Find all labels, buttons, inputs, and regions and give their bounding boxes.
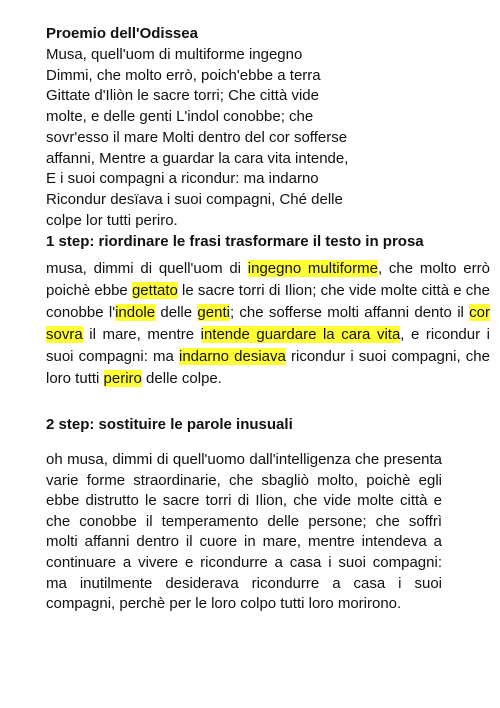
poem-line: Gittate d'Iliòn le sacre torri; Che città vide bbox=[46, 87, 319, 105]
highlighted-phrase: periro bbox=[103, 370, 142, 387]
poem-line: affanni, Mentre a guardar la cara vita intende, bbox=[46, 149, 349, 167]
poem-line: colpe lor tutti periro. bbox=[46, 211, 178, 229]
highlighted-phrase: gettato bbox=[131, 282, 178, 299]
poem-text bbox=[46, 45, 348, 231]
highlighted-phrase: indole bbox=[115, 304, 156, 321]
highlighted-phrase: cor sovra bbox=[46, 304, 491, 343]
poem-line: molte, e delle genti L'indol conobbe; che bbox=[46, 108, 314, 126]
poem-line: Ricondur desïava i suoi compagni, Ché delle bbox=[46, 190, 343, 208]
step1-heading: 1 step: riordinare le frasi trasformare il testo in prosa bbox=[46, 233, 424, 250]
prose-text: musa, dimmi di quell'uom di bbox=[46, 260, 248, 277]
document-title: Proemio dell'Odissea bbox=[46, 25, 198, 42]
prose-text: il mare, mentre bbox=[82, 326, 201, 343]
poem-line: E i suoi compagni a ricondur: ma indarno bbox=[46, 170, 319, 188]
step1-prose bbox=[46, 258, 490, 390]
prose-text: delle bbox=[155, 304, 198, 321]
prose-text: , che molto errò poichè ebbe bbox=[46, 260, 490, 299]
highlighted-phrase: ingegno multiforme bbox=[247, 260, 378, 277]
highlighted-phrase: genti bbox=[197, 304, 230, 321]
poem-line: sovr'esso il mare Molti dentro del cor sofferse bbox=[46, 128, 348, 146]
poem-line: Dimmi, che molto errò, poich'ebbe a terra bbox=[46, 66, 321, 84]
prose-text: , e ricondur i suoi compagni: ma bbox=[46, 326, 490, 365]
step2-heading: 2 step: sostituire le parole inusuali bbox=[46, 416, 293, 433]
step2-paragraph: oh musa, dimmi di quell'uomo dall'intelligenza che presenta varie forme straordinarie, che sbagliò molto, poichè egli ebbe distrutto le sacre torri di Ilion, che vide molte città e che conobbe il temperamento delle persone; che soffrì molti affanni dentro il cuore in mare, mentre intendeva a continuare a vivere e ricondurre a casa i suoi compagni: ma inutilmente desiderava ricondurre a casa i suoi compagni, perchè per le loro colpo tutti loro morirono. bbox=[46, 451, 442, 613]
highlighted-phrase: indarno desiava bbox=[178, 348, 286, 365]
prose-text: ; che sofferse molti affanni dento il bbox=[229, 304, 470, 321]
poem-line: Musa, quell'uom di multiforme ingegno bbox=[46, 46, 303, 63]
prose-text: ricondur i suoi compagni, che loro tutti bbox=[46, 348, 490, 387]
highlighted-phrase: intende guardare la cara vita bbox=[200, 326, 401, 343]
prose-text: delle colpe. bbox=[141, 370, 222, 387]
prose-text: le sacre torri di Ilion; che vide molte città e che conobbe l' bbox=[46, 282, 490, 321]
